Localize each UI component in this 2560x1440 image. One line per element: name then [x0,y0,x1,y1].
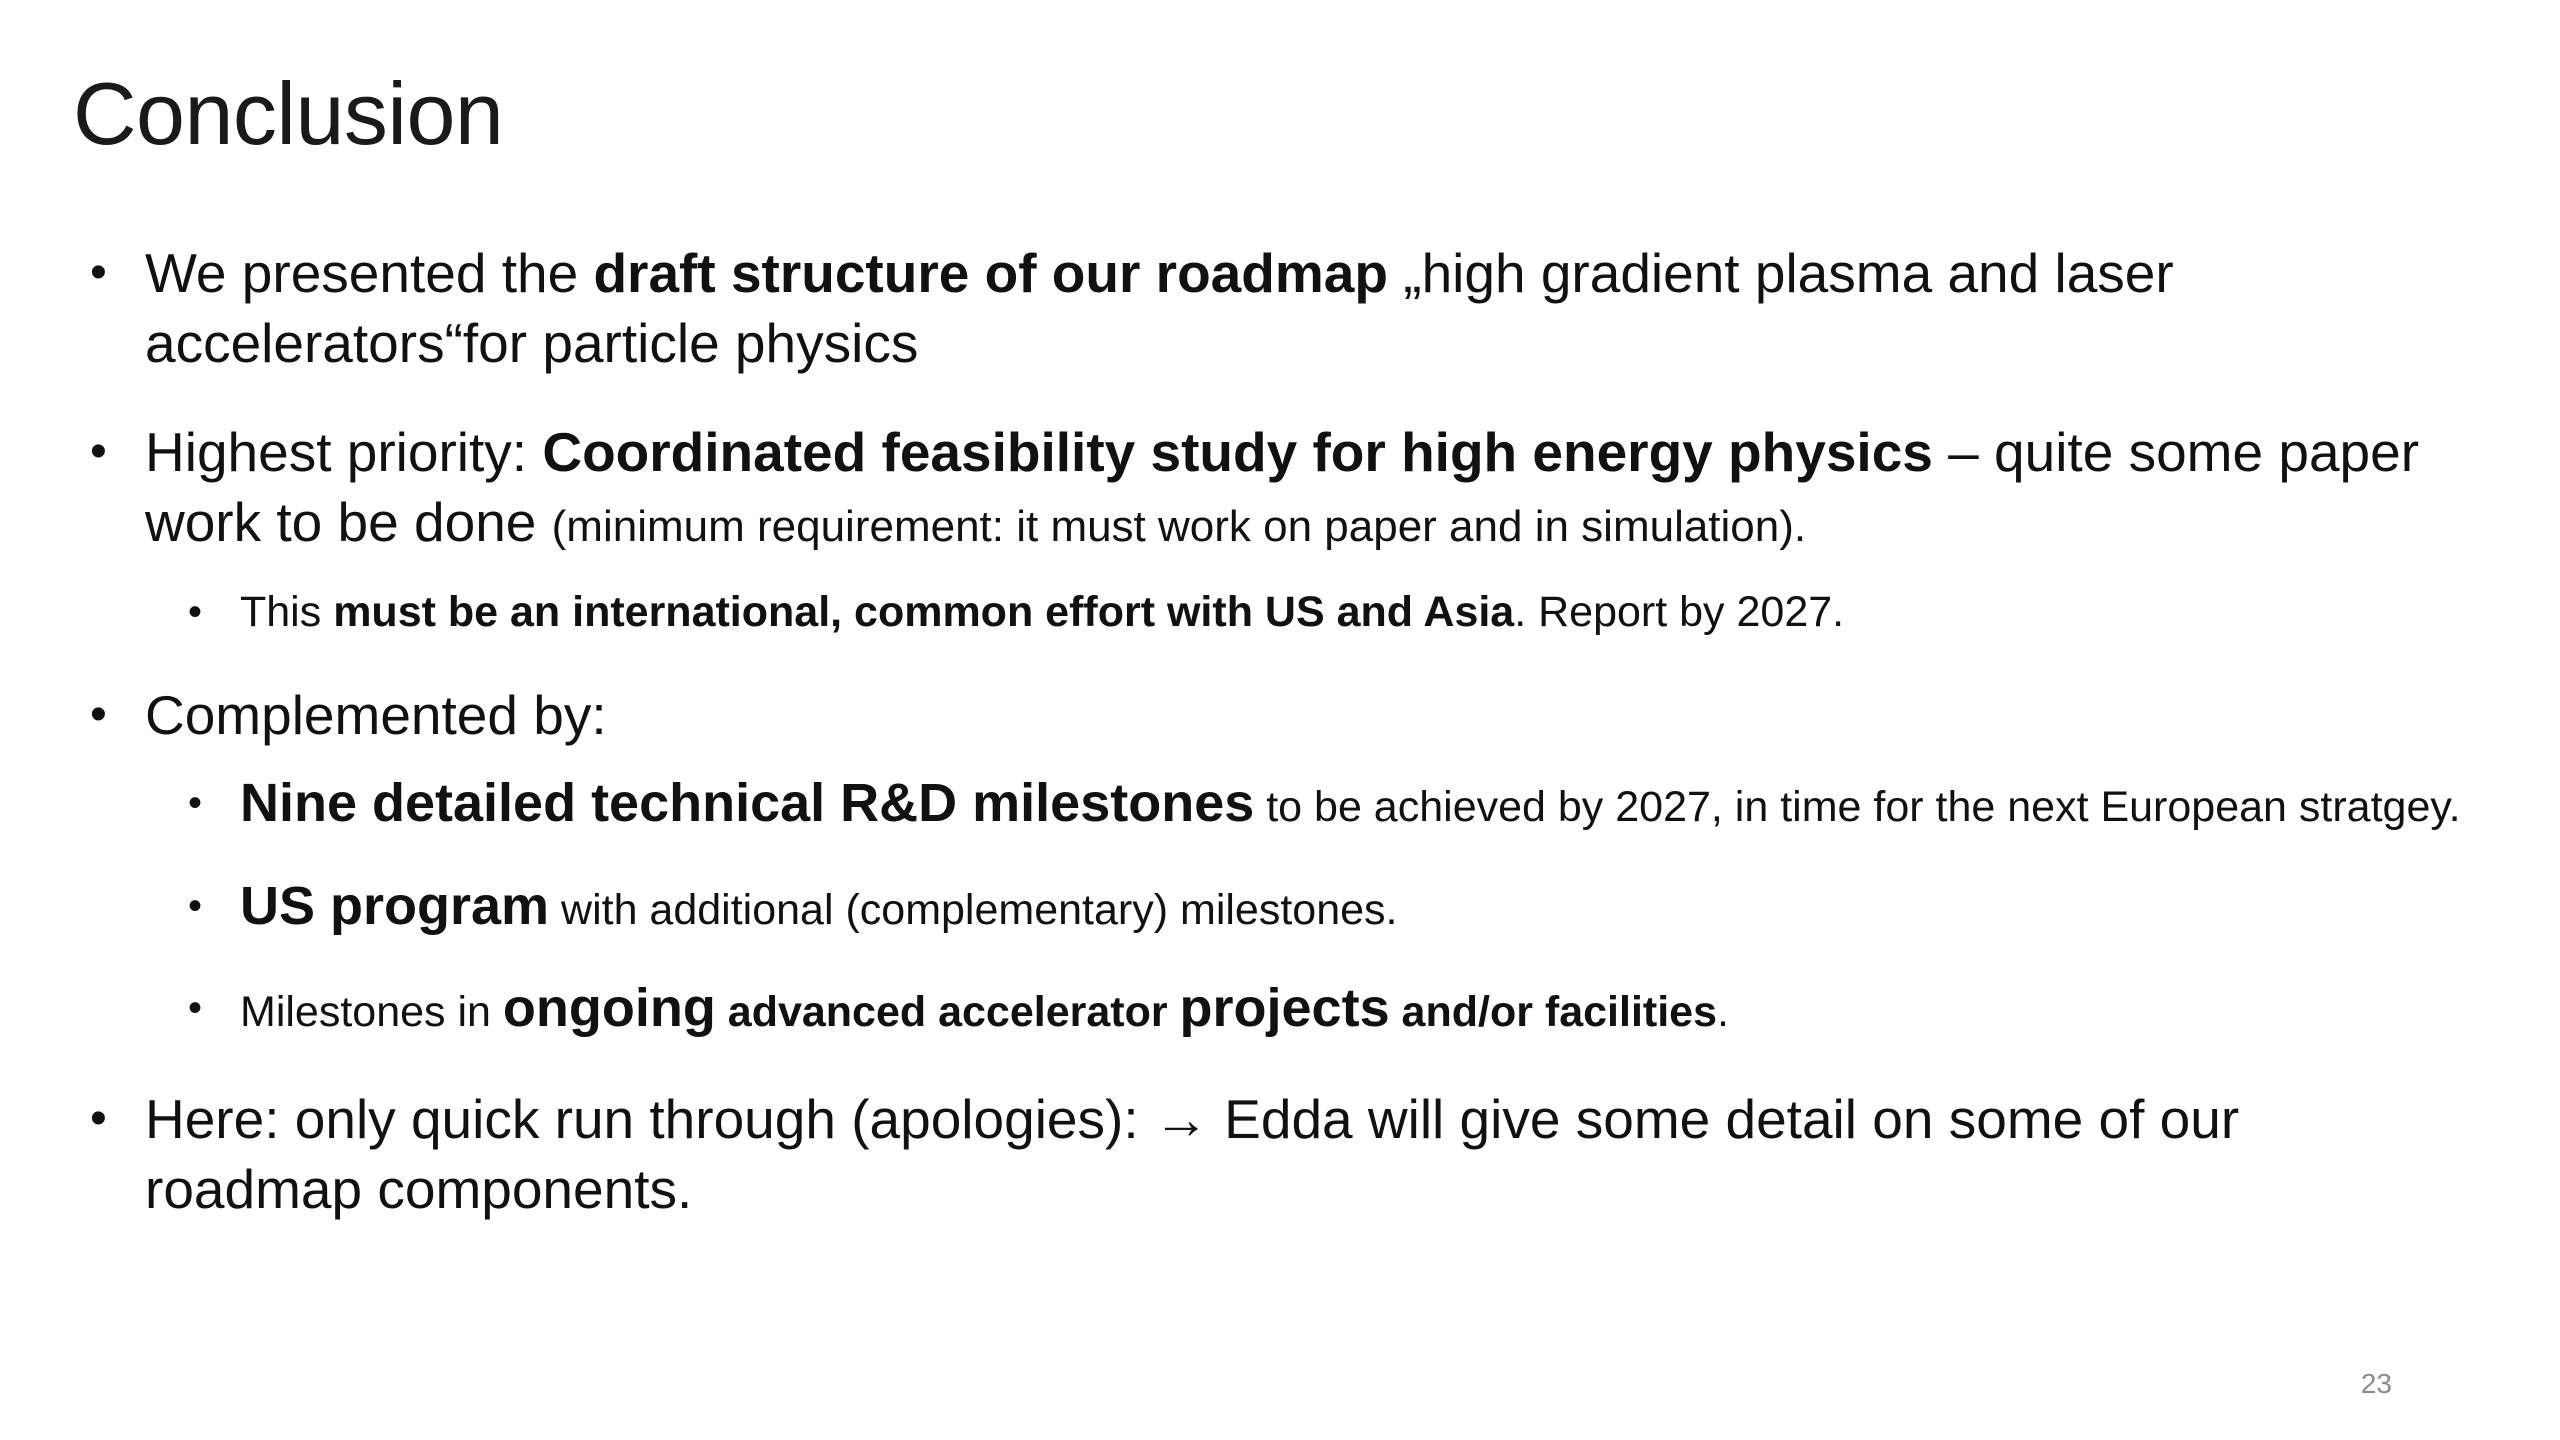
text-segment: Edda will give some detail on some of our roadmap components. [145,1088,2240,1220]
bullet-dot: • [188,884,203,928]
text-segment: Here: only quick run through (apologies): [145,1088,1154,1150]
right-arrow-icon: → [1153,1088,1209,1150]
subbullet-international-effort [188,582,2470,642]
text-segment: This [240,588,334,636]
subbullet-ongoing-projects [188,978,2470,1042]
bullet-quick-run-through [90,1084,2470,1224]
bullet-dot: • [90,425,107,478]
text-segment: „high gradient plasma and laser accelerators“for particle physics [145,242,2174,374]
text-segment: Complemented by: [145,684,607,746]
subbullet-nine-milestones [188,772,2470,838]
bullet-dot: • [188,781,203,825]
bullet-highest-priority [90,417,2470,562]
bullet-dot: • [90,246,107,299]
text-segment-bold: and/or facilities [1389,988,1717,1036]
text-segment-bold: advanced accelerator [715,988,1180,1036]
text-segment: Milestones in [240,988,503,1036]
bullet-dot: • [90,688,107,741]
text-segment-bold: must be an international, common effort with US and Asia [333,588,1515,636]
text-segment: . Report by 2027. [1514,588,1845,636]
text-segment: to be achieved by 2027, in time for the next European stratgey. [1254,783,2461,831]
text-segment: We presented the [145,242,594,304]
text-segment-bold-large: ongoing [502,978,716,1038]
subbullet-us-program [188,873,2470,943]
text-segment-bold: US program [240,876,550,936]
text-segment-bold: draft structure of our roadmap [593,242,1388,304]
text-segment-bold: Coordinated feasibility study for high energy physics [542,421,1933,483]
bullet-dot: • [188,986,203,1030]
bullet-roadmap-presented [90,238,2470,378]
bullet-complemented-by [90,680,2470,750]
text-segment: . [1716,988,1729,1036]
slide-title: Conclusion [73,64,504,163]
text-segment: with additional (complementary) milestones. [549,886,1398,934]
text-segment-bold: Nine detailed technical R&D milestones [240,773,1255,833]
text-segment-bold-large: projects [1179,978,1390,1038]
slide-body [90,238,2470,1263]
text-segment: Highest priority: [145,421,543,483]
bullet-dot: • [188,590,203,634]
bullet-dot: • [90,1092,107,1145]
page-number: 23 [2360,1368,2392,1399]
text-segment-small: (minimum requirement: it must work on paper and in simulation). [551,502,1807,551]
text-segment: – quite some paper work to be done [145,421,2420,553]
